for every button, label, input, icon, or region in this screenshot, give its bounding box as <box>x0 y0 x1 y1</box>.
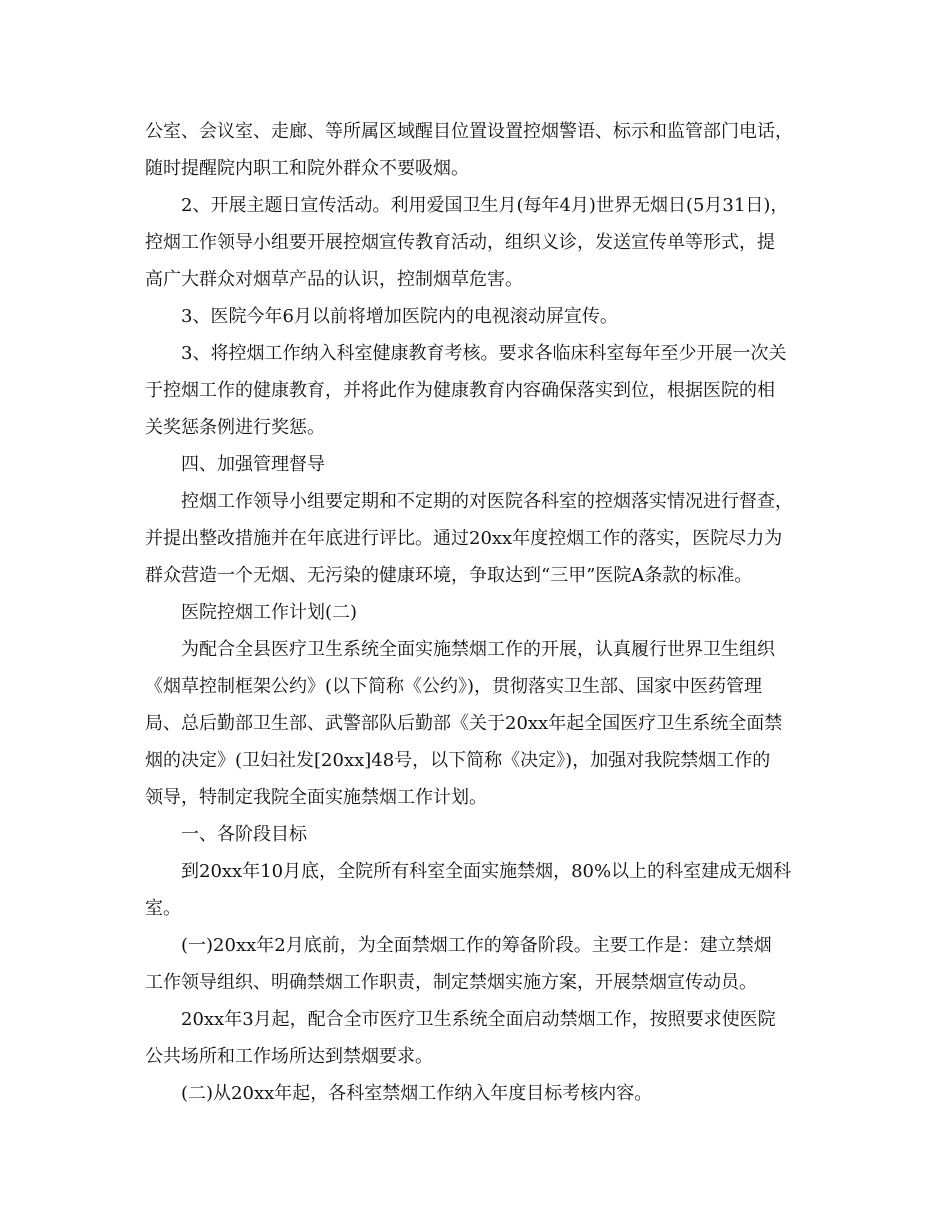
document-body <box>145 113 815 1112</box>
text-line: 公室、会议室、走廊、等所属区域醒目位置设置控烟警语、标示和监管部门电话， <box>145 121 793 142</box>
text-line: 到20xx年10月底，全院所有科室全面实施禁烟，80%以上的科室建成无烟科 <box>181 861 792 882</box>
text-line: 3、将控烟工作纳入科室健康教育考核。要求各临床科室每年至少开展一次关 <box>181 343 787 364</box>
text-line: 烟的决定》(卫妇社发[20xx]48号，以下简称《决定》)，加强对我院禁烟工作的 <box>145 750 771 771</box>
text-line: 四、加强管理督导 <box>181 454 325 475</box>
text-line: 20xx年3月起，配合全市医疗卫生系统全面启动禁烟工作，按照要求使医院 <box>181 1009 776 1030</box>
text-line: 2、开展主题日宣传活动。利用爱国卫生月(每年4月)世界无烟日(5月31日)， <box>181 195 789 216</box>
text-line: 于控烟工作的健康教育，并将此作为健康教育内容确保落实到位，根据医院的相 <box>145 380 775 401</box>
text-line: 医院控烟工作计划(二) <box>181 602 358 623</box>
text-line: 领导，特制定我院全面实施禁烟工作计划。 <box>145 787 487 808</box>
text-line: 《烟草控制框架公约》(以下简称《公约》)，贯彻落实卫生部、国家中医药管理 <box>145 676 763 697</box>
text-line: 3、医院今年6月以前将增加医院内的电视滚动屏宣传。 <box>181 306 618 327</box>
text-line: 控烟工作领导小组要开展控烟宣传教育活动，组织义诊，发送宣传单等形式，提 <box>145 232 775 253</box>
text-line: 一、各阶段目标 <box>181 824 307 845</box>
text-line: 群众营造一个无烟、无污染的健康环境，争取达到“三甲”医院A条款的标准。 <box>145 565 753 586</box>
text-line: 公共场所和工作场所达到禁烟要求。 <box>145 1046 433 1067</box>
text-line: (二)从20xx年起，各科室禁烟工作纳入年度目标考核内容。 <box>181 1083 653 1104</box>
text-line: 高广大群众对烟草产品的认识，控制烟草危害。 <box>145 269 523 290</box>
text-line: 并提出整改措施并在年底进行评比。通过20xx年度控烟工作的落实，医院尽力为 <box>145 528 783 549</box>
text-line: 随时提醒院内职工和院外群众不要吸烟。 <box>145 158 469 179</box>
text-line: 局、总后勤部卫生部、武警部队后勤部《关于20xx年起全国医疗卫生系统全面禁 <box>145 713 783 734</box>
text-line: 控烟工作领导小组要定期和不定期的对医院各科室的控烟落实情况进行督查， <box>181 491 793 512</box>
text-line: 工作领导组织、明确禁烟工作职责，制定禁烟实施方案，开展禁烟宣传动员。 <box>145 972 757 993</box>
text-line: 室。 <box>145 898 181 919</box>
text-line: (一)20xx年2月底前，为全面禁烟工作的筹备阶段。主要工作是：建立禁烟 <box>181 935 772 956</box>
text-line: 关奖惩条例进行奖惩。 <box>145 417 325 438</box>
text-line: 为配合全县医疗卫生系统全面实施禁烟工作的开展，认真履行世界卫生组织 <box>181 639 775 660</box>
